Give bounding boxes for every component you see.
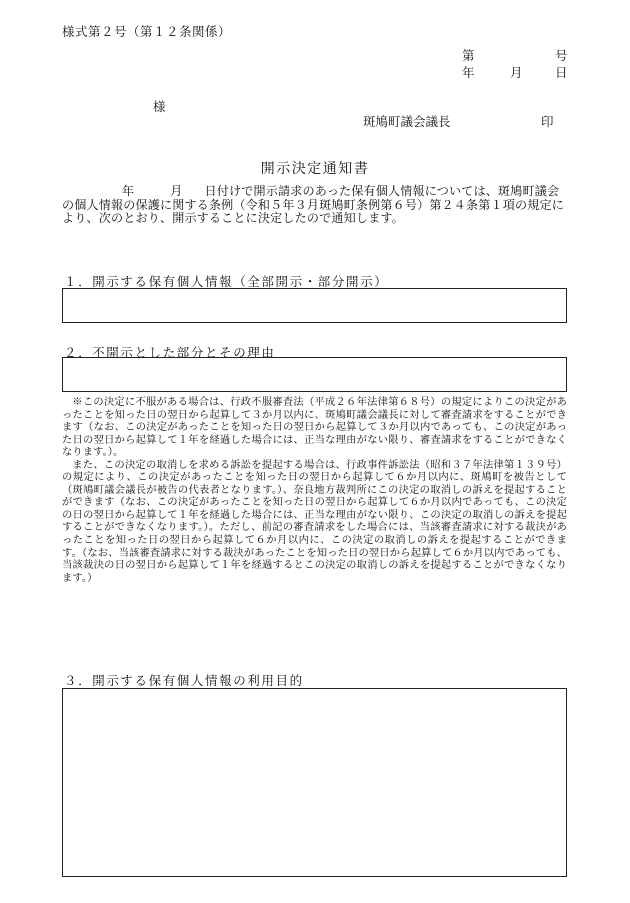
section-1-heading: １．開示する保有個人情報（全部開示・部分開示） xyxy=(64,274,389,289)
body-year-label: 年 xyxy=(122,184,135,198)
body-text: 日付けで開示請求のあった保有個人情報については、斑鳩町議会の個人情報の保護に関する条例（令和５年３月斑鳩町条例第６号）第２４条第１項の規定により、次のとおり、開示することに決定したので通知します。 xyxy=(62,184,564,226)
date-year-label: 年 xyxy=(462,65,475,80)
section-1-box xyxy=(62,288,567,323)
issuer-name: 斑鳩町議会議長 xyxy=(363,114,451,129)
document-number-label: 第 xyxy=(462,48,475,63)
section-2-heading: ２．不開示とした部分とその理由 xyxy=(64,345,276,360)
section-3-heading: ３．開示する保有個人情報の利用目的 xyxy=(64,673,304,688)
date-month-label: 月 xyxy=(510,65,523,80)
date-day-label: 日 xyxy=(555,65,568,80)
note-paragraph-1: ※この決定に不服がある場合は、行政不服審査法（平成２６年法律第６８号）の規定によりこの決定があったことを知った日の翌日から起算して３か月以内に、斑鳩町議会議長に対して審査請求をすることができます（なお、この決定があったことを知った日の翌日から起算して３か月以内であっても、この決定があった日の翌日から起算して１年を経過した場合には、正当な理由がない限り、審査請求をすることができなくなります。）。 xyxy=(62,396,567,459)
appeal-notes xyxy=(62,396,567,584)
seal-mark: 印 xyxy=(541,114,554,129)
section-2-box xyxy=(62,357,567,392)
note-paragraph-2: また、この決定の取消しを求める訴訟を提起する場合は、行政事件訴訟法（昭和３７年法律第１３９号）の規定により、この決定があったことを知った日の翌日から起算して６か月以内に、斑鳩町を被告として（斑鳩町議会議長が被告の代表者となります。）、奈良地方裁判所にこの決定の取消しの訴えを提起することができます（なお、この決定があったことを知った日の翌日から起算して６か月以内であっても、この決定の日の翌日から起算して１年を経過した場合には、正当な理由がない限り、この決定の取消しの訴えを提起することができなくなります。）。ただし、前記の審査請求をした場合には、当該審査請求に対する裁決があったことを知った日の翌日から起算して６か月以内に、この決定の取消しの訴えを提起することができます。（なお、当該審査請求に対する裁決があったことを知った日の翌日から起算して６か月以内であっても、当該裁決の日の翌日から起算して１年を経過するとこの決定の取消しの訴えを提起することができなくなります。） xyxy=(62,458,567,584)
form-number: 様式第２号（第１２条関係） xyxy=(62,24,232,39)
section-3-box xyxy=(62,688,567,877)
addressee-honorific: 様 xyxy=(153,99,166,114)
notice-body xyxy=(62,185,568,226)
body-month-label: 月 xyxy=(170,184,183,198)
document-title: 開示決定通知書 xyxy=(260,161,370,177)
document-number-suffix: 号 xyxy=(555,48,568,63)
